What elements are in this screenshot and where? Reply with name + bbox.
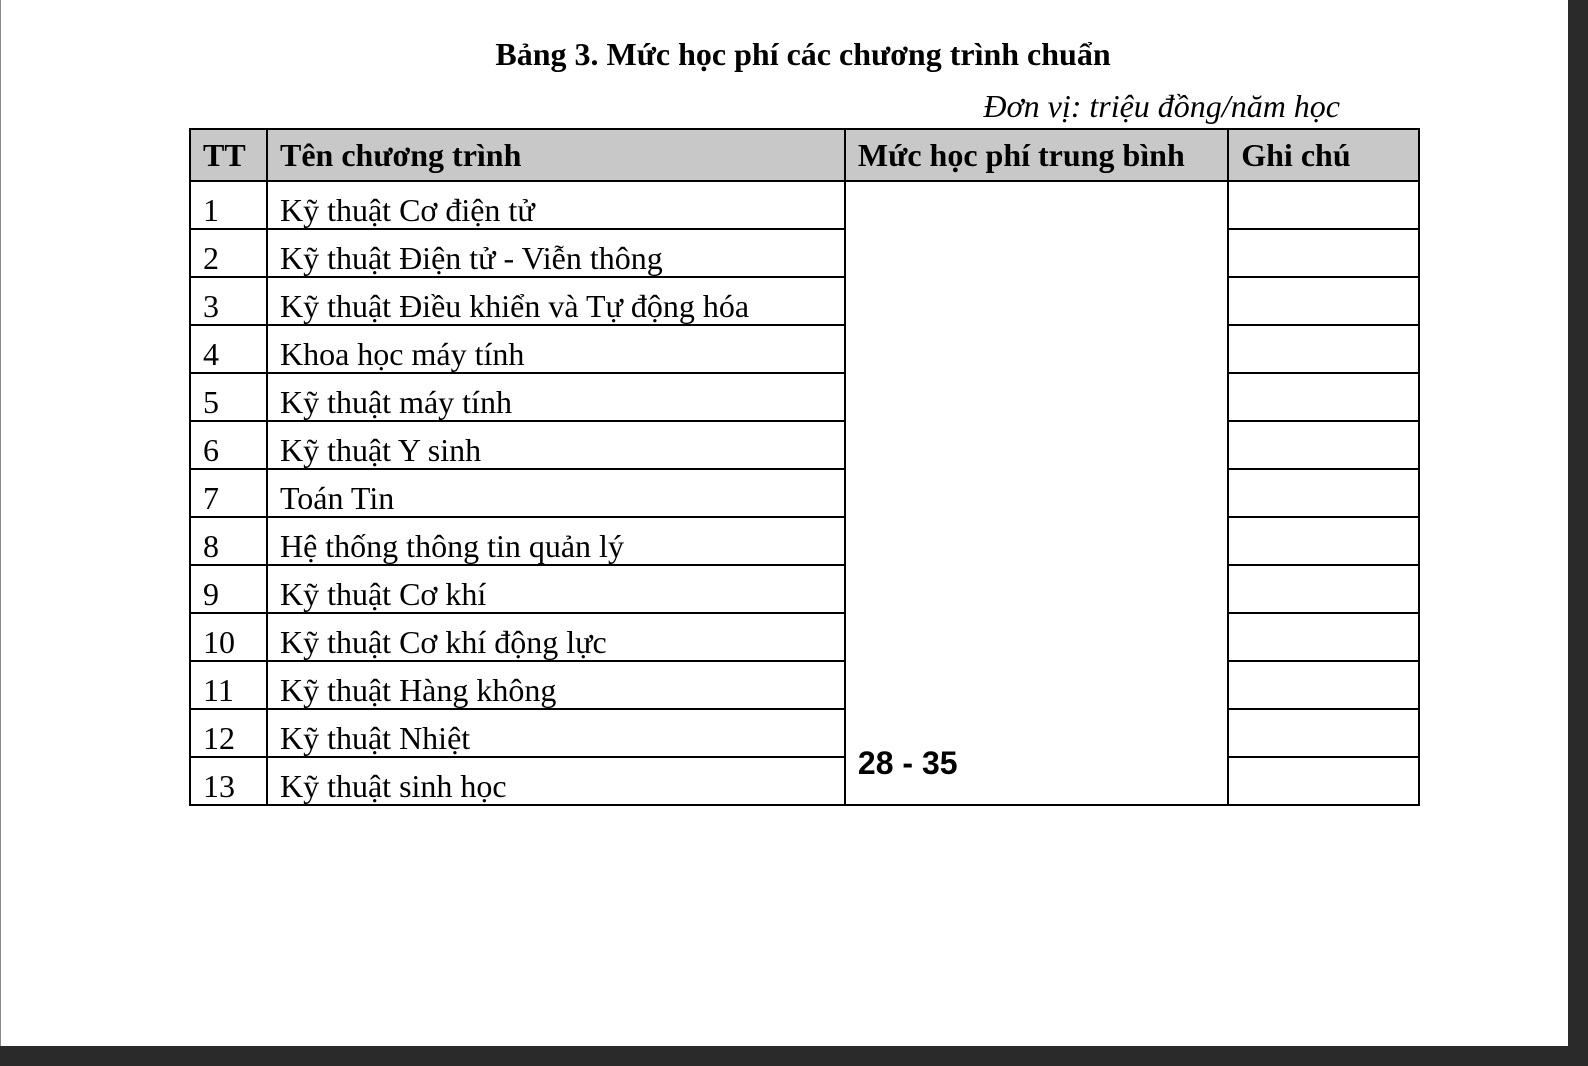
- note-cell: [1228, 421, 1419, 469]
- table-row: [190, 421, 1419, 469]
- row-number: 2: [190, 229, 267, 277]
- program-name: Kỹ thuật Cơ khí động lực: [267, 613, 845, 661]
- program-name: Kỹ thuật máy tính: [267, 373, 845, 421]
- program-name: Kỹ thuật Điện tử - Viễn thông: [267, 229, 845, 277]
- program-name: Hệ thống thông tin quản lý: [267, 517, 845, 565]
- row-number: 9: [190, 565, 267, 613]
- average-fee-value: 28 - 35: [845, 181, 1228, 805]
- row-number: 1: [190, 181, 267, 229]
- note-cell: [1228, 181, 1419, 229]
- program-name: Kỹ thuật sinh học: [267, 757, 845, 805]
- row-number: 13: [190, 757, 267, 805]
- row-number: 3: [190, 277, 267, 325]
- table-row: [190, 229, 1419, 277]
- table-row: [190, 469, 1419, 517]
- table-row: [190, 181, 1419, 229]
- table-header-row: [190, 129, 1419, 181]
- note-cell: [1228, 709, 1419, 757]
- row-number: 8: [190, 517, 267, 565]
- tuition-table: [189, 128, 1420, 806]
- note-cell: [1228, 277, 1419, 325]
- table-row: [190, 517, 1419, 565]
- table-row: [190, 565, 1419, 613]
- program-name: Kỹ thuật Hàng không: [267, 661, 845, 709]
- unit-note: Đơn vị: triệu đồng/năm học: [983, 88, 1340, 124]
- program-name: Kỹ thuật Nhiệt: [267, 709, 845, 757]
- table-row: [190, 757, 1419, 805]
- row-number: 4: [190, 325, 267, 373]
- program-name: Kỹ thuật Cơ điện tử: [267, 181, 845, 229]
- note-cell: [1228, 517, 1419, 565]
- note-cell: [1228, 613, 1419, 661]
- header-note: Ghi chú: [1228, 129, 1419, 181]
- program-name: Kỹ thuật Cơ khí: [267, 565, 845, 613]
- row-number: 7: [190, 469, 267, 517]
- note-cell: [1228, 229, 1419, 277]
- row-number: 5: [190, 373, 267, 421]
- header-average-fee: Mức học phí trung bình: [845, 129, 1228, 181]
- row-number: 6: [190, 421, 267, 469]
- table-row: [190, 661, 1419, 709]
- header-tt: TT: [190, 129, 267, 181]
- header-program-name: Tên chương trình: [267, 129, 845, 181]
- table-row: [190, 373, 1419, 421]
- table-row: [190, 709, 1419, 757]
- note-cell: [1228, 325, 1419, 373]
- note-cell: [1228, 373, 1419, 421]
- note-cell: [1228, 661, 1419, 709]
- note-cell: [1228, 565, 1419, 613]
- table-row: [190, 277, 1419, 325]
- note-cell: [1228, 757, 1419, 805]
- table-row: [190, 613, 1419, 661]
- table-title: Bảng 3. Mức học phí các chương trình chuẩn: [495, 36, 1111, 72]
- row-number: 12: [190, 709, 267, 757]
- table-body: [190, 181, 1419, 805]
- note-cell: [1228, 469, 1419, 517]
- row-number: 11: [190, 661, 267, 709]
- program-name: Toán Tin: [267, 469, 845, 517]
- row-number: 10: [190, 613, 267, 661]
- program-name: Kỹ thuật Y sinh: [267, 421, 845, 469]
- table-row: [190, 325, 1419, 373]
- program-name: Khoa học máy tính: [267, 325, 845, 373]
- program-name: Kỹ thuật Điều khiển và Tự động hóa: [267, 277, 845, 325]
